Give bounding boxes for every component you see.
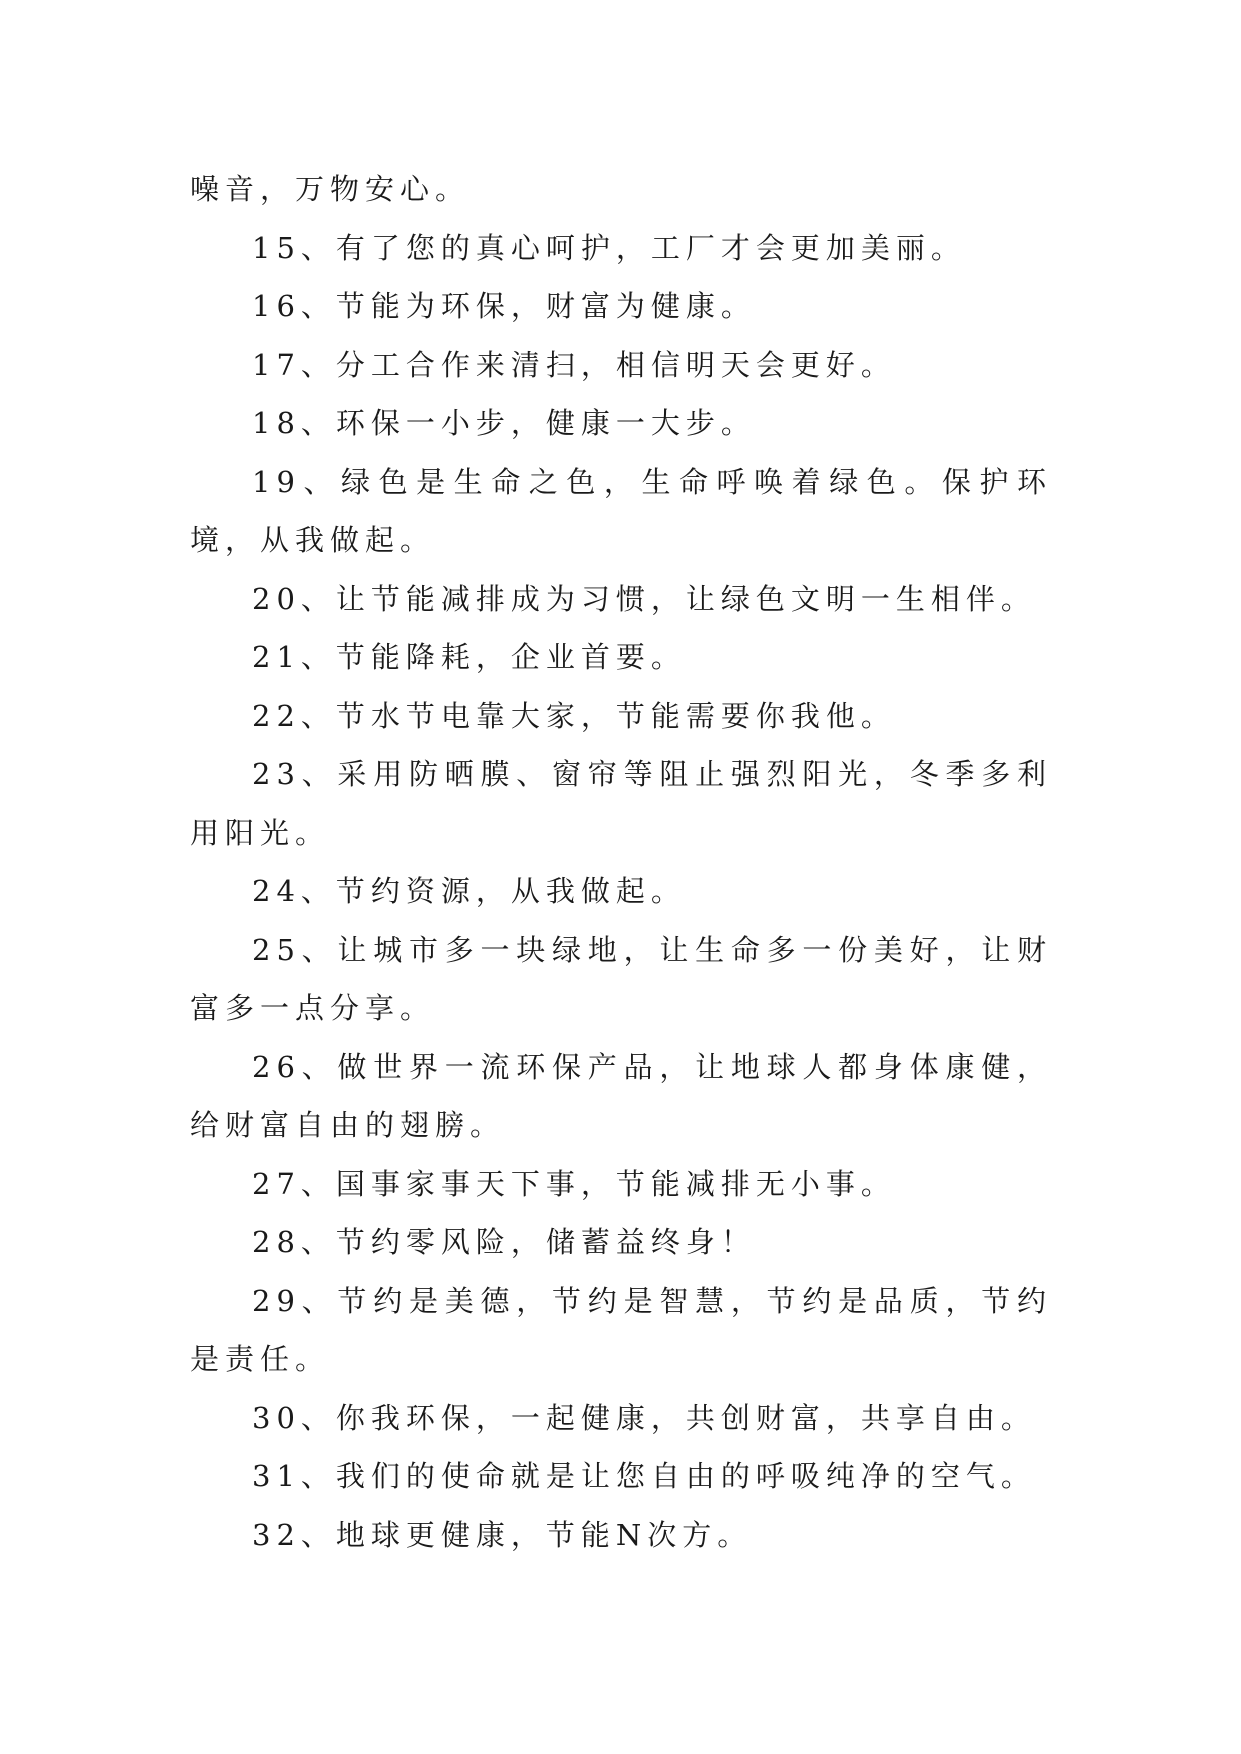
paragraph-26: 26、做世界一流环保产品，让地球人都身体康健，给财富自由的翅膀。 (190, 1049, 1052, 1142)
paragraph-23: 23、采用防晒膜、窗帘等阻止强烈阳光，冬季多利用阳光。 (190, 757, 1052, 850)
paragraph-17: 17、分工合作来清扫，相信明天会更好。 (252, 347, 896, 382)
paragraph-27: 27、国事家事天下事，节能减排无小事。 (252, 1166, 896, 1201)
paragraph-31: 31、我们的使命就是让您自由的呼吸纯净的空气。 (252, 1459, 1036, 1493)
paragraph-25: 25、让城市多一块绿地，让生命多一份美好，让财富多一点分享。 (190, 932, 1052, 1025)
paragraph-21: 21、节能降耗，企业首要。 (252, 640, 686, 674)
paragraph-30: 30、你我环保，一起健康，共创财富，共享自由。 (252, 1400, 1036, 1435)
paragraph-16: 16、节能为环保，财富为健康。 (252, 289, 756, 323)
paragraph-0: 噪音，万物安心。 (190, 172, 471, 206)
paragraph-20: 20、让节能减排成为习惯，让绿色文明一生相伴。 (252, 581, 1036, 616)
paragraph-19: 19、绿色是生命之色，生命呼唤着绿色。保护环境，从我做起。 (190, 464, 1052, 557)
paragraph-28: 28、节约零风险，储蓄益终身！ (252, 1225, 756, 1259)
document-body (190, 160, 1052, 1564)
paragraph-15: 15、有了您的真心呵护，工厂才会更加美丽。 (252, 230, 966, 265)
paragraph-29: 29、节约是美德，节约是智慧，节约是品质，节约是责任。 (190, 1283, 1052, 1376)
paragraph-24: 24、节约资源，从我做起。 (252, 874, 686, 908)
paragraph-18: 18、环保一小步，健康一大步。 (252, 406, 756, 440)
paragraph-22: 22、节水节电靠大家，节能需要你我他。 (252, 698, 896, 733)
paragraph-32: 32、地球更健康，节能N次方。 (252, 1517, 753, 1552)
